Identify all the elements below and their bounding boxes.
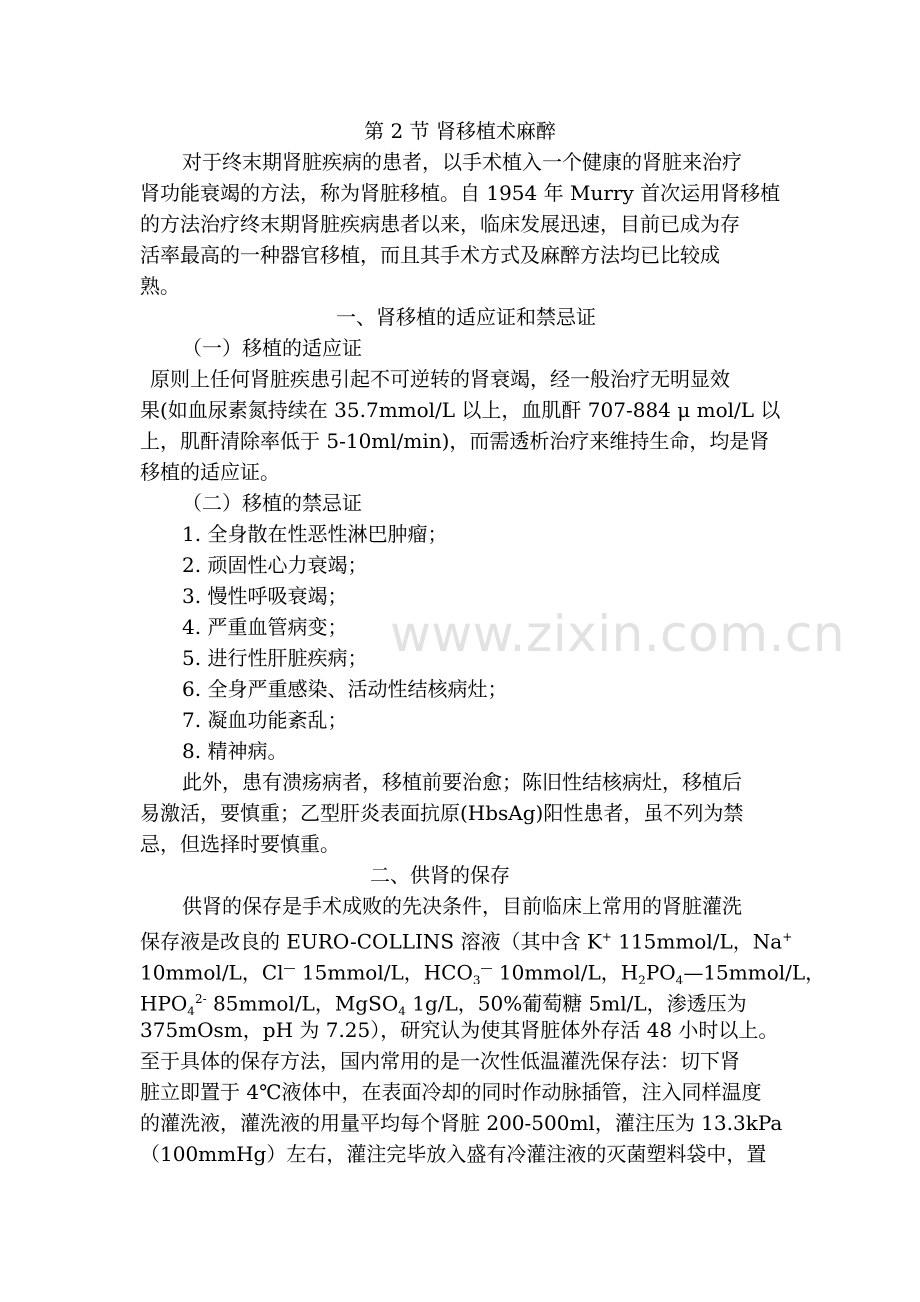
contraindication-item: 8. 精神病。 bbox=[182, 739, 288, 763]
subscript: 4 bbox=[187, 1004, 195, 1015]
text-run: 10mmol/L，Cl bbox=[140, 960, 284, 984]
preservation-line-3 bbox=[140, 954, 920, 984]
superscript: + bbox=[782, 930, 793, 944]
intro-line-2: 肾功能衰竭的方法，称为肾脏移植。自 1954 年 Murry 首次运用肾移植 bbox=[140, 181, 781, 205]
superscript: + bbox=[601, 930, 612, 944]
text-run: 85mmol/L，MgSO bbox=[206, 991, 399, 1015]
indication-line-4: 移植的适应证。 bbox=[140, 460, 280, 484]
text-run: 115mmol/L，Na bbox=[611, 929, 783, 953]
text-run: 1g/L，50%葡萄糖 5ml/L，渗透压为 bbox=[405, 991, 747, 1015]
intro-line-3: 的方法治疗终末期肾脏疾病患者以来，临床发展迅速，目前已成为存 bbox=[140, 212, 740, 236]
page-title: 第 2 节 肾移植术麻醉 bbox=[364, 119, 556, 143]
contraindication-item: 7. 凝血功能紊乱； bbox=[182, 708, 348, 732]
intro-line-5: 熟。 bbox=[140, 274, 180, 298]
contraindication-item: 2. 顽固性心力衰竭； bbox=[182, 553, 368, 577]
superscript: — bbox=[480, 961, 493, 975]
intro-line-4: 活率最高的一种器官移植，而且其手术方式及麻醉方法均已比较成 bbox=[140, 243, 720, 267]
text-run: HPO bbox=[140, 991, 188, 1015]
indication-line-3: 上，肌酐清除率低于 5-10ml/min)，而需透析治疗来维持生命，均是肾 bbox=[140, 429, 770, 453]
contraindication-item: 1. 全身散在性恶性淋巴肿瘤； bbox=[182, 522, 448, 546]
superscript: — bbox=[283, 961, 296, 975]
intro-line-1: 对于终末期肾脏疾病的患者，以手术植入一个健康的肾脏来治疗 bbox=[182, 150, 742, 174]
contraindication-item: 6. 全身严重感染、活动性结核病灶； bbox=[182, 677, 508, 701]
contraindication-item: 4. 严重血管病变； bbox=[182, 615, 348, 639]
preservation-line-9: （100mmHg）左右，灌注完毕放入盛有冷灌注液的灭菌塑料袋中，置 bbox=[140, 1142, 767, 1166]
text-run: —15mmol/L， bbox=[683, 960, 826, 984]
watermark: www.zixin.com.cn bbox=[390, 605, 846, 663]
subsection-indications: （一）移植的适应证 bbox=[182, 336, 362, 360]
note-line-2: 易激活，要慎重；乙型肝炎表面抗原(HbsAg)阳性患者，虽不列为禁 bbox=[140, 801, 744, 825]
section-2-heading: 二、供肾的保存 bbox=[370, 863, 510, 887]
contraindication-item: 3. 慢性呼吸衰竭； bbox=[182, 584, 348, 608]
section-1-heading: 一、肾移植的适应证和禁忌证 bbox=[336, 305, 596, 329]
subscript: 4 bbox=[675, 973, 684, 984]
subsection-contraindications: （二）移植的禁忌证 bbox=[182, 491, 362, 515]
preservation-line-2 bbox=[140, 923, 920, 953]
text-run: 保存液是改良的 EURO-COLLINS 溶液（其中含 K bbox=[140, 929, 602, 953]
preservation-line-6: 至于具体的保存方法，国内常用的是一次性低温灌洗保存法：切下肾 bbox=[140, 1049, 740, 1073]
superscript: 2- bbox=[194, 992, 207, 1006]
preservation-line-8: 的灌洗液，灌洗液的用量平均每个肾脏 200-500ml，灌注压为 13.3kPa bbox=[140, 1111, 783, 1135]
preservation-line-7: 脏立即置于 4℃液体中，在表面冷却的同时作动脉插管，注入同样温度 bbox=[140, 1080, 762, 1104]
subscript: 3 bbox=[472, 973, 481, 984]
indication-line-2: 果(如血尿素氮持续在 35.7mmol/L 以上，血肌酐 707-884 μ mol/L 以 bbox=[140, 398, 781, 422]
text-run: 10mmol/L，H bbox=[492, 960, 639, 984]
note-line-3: 忌，但选择时要慎重。 bbox=[140, 832, 340, 856]
contraindication-item: 5. 进行性肝脏疾病； bbox=[182, 646, 368, 670]
subscript: 4 bbox=[398, 1004, 406, 1015]
text-run: PO bbox=[645, 960, 676, 984]
text-run: 15mmol/L，HCO bbox=[295, 960, 473, 984]
note-line-1: 此外，患有溃疡病者，移植前要治愈；陈旧性结核病灶，移植后 bbox=[182, 770, 742, 794]
preservation-line-4 bbox=[140, 985, 920, 1015]
preservation-line-1: 供肾的保存是手术成败的先决条件，目前临床上常用的肾脏灌洗 bbox=[182, 894, 742, 918]
preservation-line-5: 375mOsm，pH 为 7.25），研究认为使其肾脏体外存活 48 小时以上。 bbox=[140, 1018, 779, 1042]
subscript: 2 bbox=[638, 973, 646, 984]
indication-line-1: 原则上任何肾脏疾患引起不可逆转的肾衰竭，经一般治疗无明显效 bbox=[150, 367, 730, 391]
